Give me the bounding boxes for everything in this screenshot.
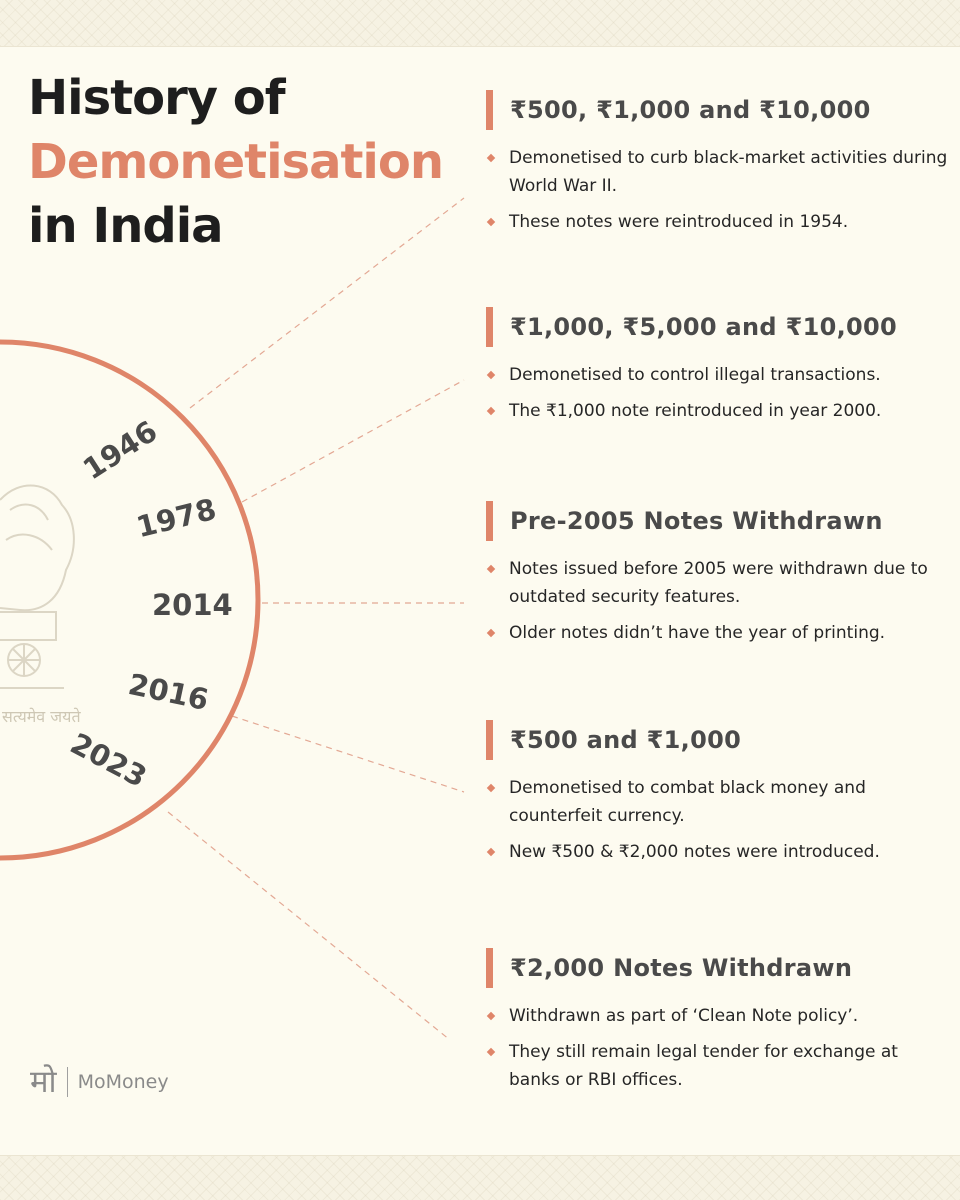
year-1978: 1978 [132, 491, 220, 545]
bullet-text: They still remain legal tender for exchange at banks or RBI offices. [509, 1042, 898, 1090]
diamond-bullet-icon [487, 1048, 495, 1056]
bullet-text: New ₹500 & ₹2,000 notes were introduced. [509, 842, 880, 862]
brand-divider [67, 1067, 68, 1097]
brand-mark: मो [30, 1063, 57, 1100]
connector-line-1978 [242, 380, 464, 502]
event-2016 [486, 720, 948, 874]
bullet-item [486, 361, 948, 389]
diamond-bullet-icon [487, 154, 495, 162]
bullet-text: Demonetised to control illegal transactions. [509, 365, 881, 385]
emblem-motto: सत्यमेव जयते [2, 707, 81, 726]
title-line-2: Demonetisation [28, 134, 444, 190]
bullet-item [486, 838, 948, 866]
connector-line-2023 [168, 812, 450, 1040]
event-2023 [486, 948, 948, 1102]
title-line-3: in India [28, 198, 223, 254]
bullet-text: Demonetised to curb black-market activities during World War II. [509, 148, 948, 196]
bullet-item [486, 1038, 948, 1094]
bullet-text: Older notes didn’t have the year of printing. [509, 623, 886, 643]
event-bullets [486, 1002, 948, 1094]
connector-line-2016 [232, 716, 464, 792]
event-1978 [486, 307, 948, 433]
event-heading: ₹500, ₹1,000 and ₹10,000 [486, 90, 948, 130]
brand-logo [30, 1060, 169, 1104]
event-heading: ₹500 and ₹1,000 [486, 720, 948, 760]
diamond-bullet-icon [487, 629, 495, 637]
bullet-item [486, 208, 948, 236]
brand-name: MoMoney [77, 1071, 169, 1093]
diamond-bullet-icon [487, 1012, 495, 1020]
connector-line-1946 [190, 198, 464, 408]
diamond-bullet-icon [487, 848, 495, 856]
bullet-item [486, 555, 948, 611]
event-bullets [486, 361, 948, 425]
bullet-item [486, 1002, 948, 1030]
event-bullets [486, 774, 948, 866]
event-2014 [486, 501, 948, 655]
event-heading: ₹2,000 Notes Withdrawn [486, 948, 948, 988]
national-emblem-watermark [0, 485, 74, 688]
bullet-text: The ₹1,000 note reintroduced in year 2000. [509, 401, 882, 421]
year-2016: 2016 [125, 666, 212, 718]
bullet-item [486, 774, 948, 830]
bullet-text: Demonetised to combat black money and counterfeit currency. [509, 778, 866, 826]
bullet-text: Notes issued before 2005 were withdrawn due to outdated security features. [509, 559, 928, 607]
diamond-bullet-icon [487, 371, 495, 379]
year-2023: 2023 [64, 726, 153, 795]
event-bullets [486, 144, 948, 236]
event-1946 [486, 90, 948, 244]
bullet-item [486, 144, 948, 200]
diamond-bullet-icon [487, 565, 495, 573]
event-bullets [486, 555, 948, 647]
title-line-1: History of [28, 70, 285, 126]
bullet-item [486, 619, 948, 647]
bullet-item [486, 397, 948, 425]
event-heading: Pre-2005 Notes Withdrawn [486, 501, 948, 541]
event-heading: ₹1,000, ₹5,000 and ₹10,000 [486, 307, 948, 347]
diamond-bullet-icon [487, 407, 495, 415]
diamond-bullet-icon [487, 784, 495, 792]
diamond-bullet-icon [487, 218, 495, 226]
bullet-text: Withdrawn as part of ‘Clean Note policy’. [509, 1006, 859, 1026]
bullet-text: These notes were reintroduced in 1954. [509, 212, 849, 232]
year-2014: 2014 [152, 588, 233, 622]
year-1946: 1946 [76, 413, 164, 487]
